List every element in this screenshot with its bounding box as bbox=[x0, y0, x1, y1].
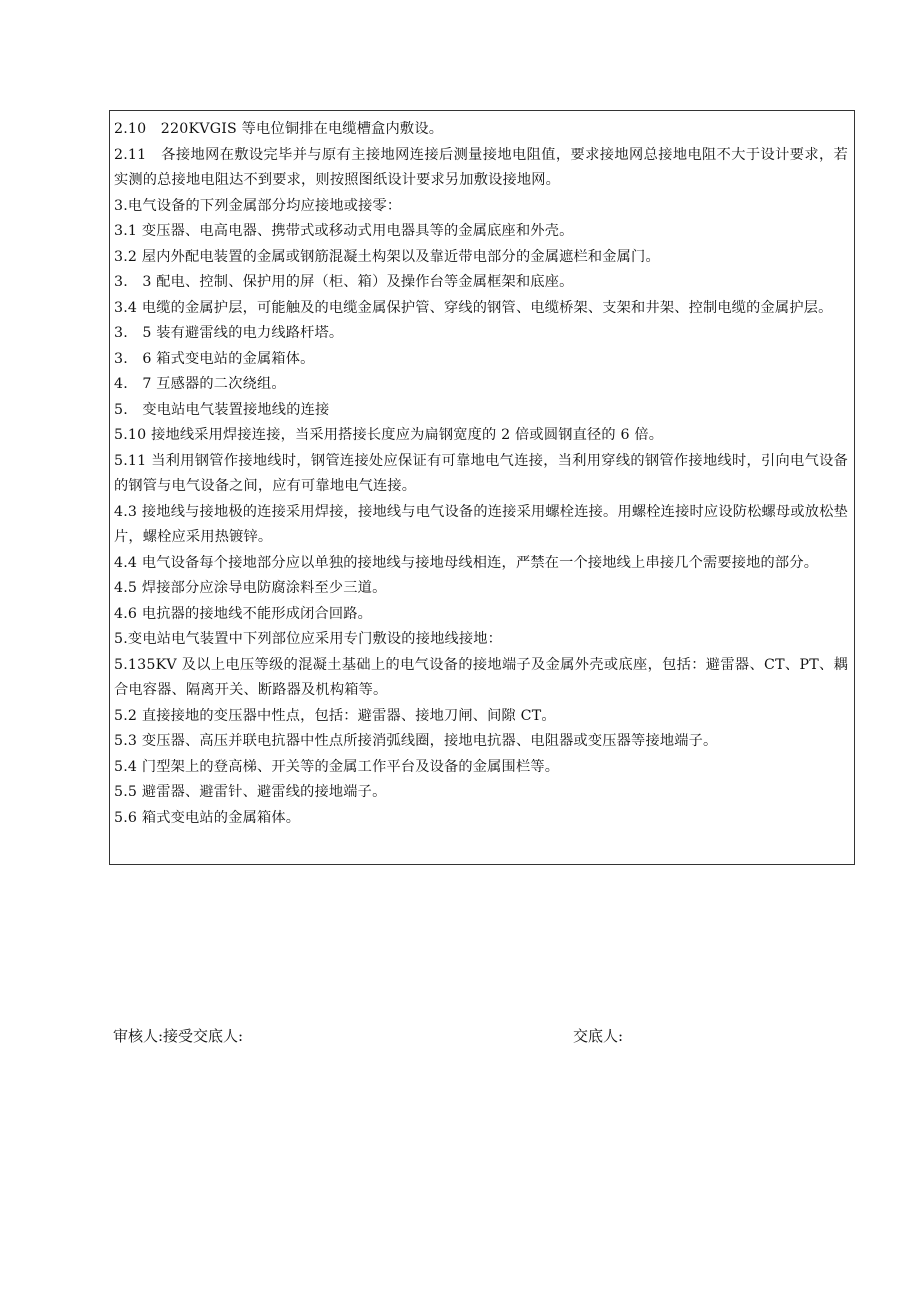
paragraph-5-2: 5.2 直接接地的变压器中性点，包括：避雷器、接地刀闸、间隙 CT。 bbox=[114, 707, 556, 724]
paragraph-5-6: 5.6 箱式变电站的金属箱体。 bbox=[114, 809, 301, 826]
paragraph-3-4: 3.4 电缆的金属护层，可能触及的电缆金属保护管、穿线的钢管、电缆桥架、支架和井架、控制电缆的金属护层。 bbox=[114, 299, 833, 316]
content-table-cell bbox=[109, 110, 855, 865]
paragraph-3-2: 3.2 屋内外配电装置的金属或钢筋混凝土构架以及靠近带电部分的金属遮栏和金属门。 bbox=[114, 248, 660, 265]
paragraph-5-4: 5.4 门型架上的登高梯、开关等的金属工作平台及设备的金属围栏等。 bbox=[114, 758, 560, 775]
paragraph-4-5: 4.5 焊接部分应涂导电防腐涂料至少三道。 bbox=[114, 580, 387, 596]
paragraph-2-10: 2.10 220KVGIS 等电位铜排在电缆槽盒内敷设。 bbox=[114, 121, 444, 137]
paragraph-5-11: 5.11 当利用钢管作接地线时，钢管连接处应保证有可靠地电气连接，当利用穿线的钢管作接地线时，引向电气设备的钢管与电气设备之间，应有可靠地电气连接。 bbox=[114, 452, 848, 494]
paragraph-3-6: 3. 6 箱式变电站的金属箱体。 bbox=[114, 350, 315, 367]
paragraph-5-10: 5.10 接地线采用焊接连接，当采用搭接长度应为扁钢宽度的 2 倍或圆钢直径的 6 倍。 bbox=[114, 427, 664, 443]
paragraph-3-1: 3.1 变压器、电高电器、携带式或移动式用电器具等的金属底座和外壳。 bbox=[114, 223, 574, 239]
paragraph-5-5: 5.5 避雷器、避雷针、避雷线的接地端子。 bbox=[114, 784, 387, 800]
paragraph-4-4: 4.4 电气设备每个接地部分应以单独的接地线与接地母线相连，严禁在一个接地线上串接几个需要接地的部分。 bbox=[114, 554, 819, 571]
paragraph-5: 5. 变电站电气装置接地线的连接 bbox=[114, 401, 330, 418]
paragraph-5-3: 5.3 变压器、高压并联电抗器中性点所接消弧线圈，接地电抗器、电阻器或变压器等接地端子。 bbox=[114, 733, 718, 749]
paragraph-4-7: 4. 7 互感器的二次绕组。 bbox=[114, 376, 286, 392]
paragraph-4-3: 4.3 接地线与接地极的连接采用焊接，接地线与电气设备的连接采用螺栓连接。用螺栓连接时应设防松螺母或放松垫片，螺栓应采用热镀锌。 bbox=[114, 503, 848, 545]
discloser-signature-label: 交底人: bbox=[573, 1027, 624, 1045]
paragraph-3: 3.电气设备的下列金属部分均应接地或接零： bbox=[114, 197, 402, 214]
paragraph-2-11: 2.11 各接地网在敷设完毕并与原有主接地网连接后测量接地电阻值，要求接地网总接地电阻不大于设计要求，若实测的总接地电阻达不到要求，则按照图纸设计要求另加敷设接地网。 bbox=[114, 146, 848, 188]
paragraph-5-header: 5.变电站电气装置中下列部位应采用专门敷设的接地线接地： bbox=[114, 631, 503, 647]
paragraph-5-1: 5.135KV 及以上电压等级的混凝土基础上的电气设备的接地端子及金属外壳或底座，包括：避雷器、CT、PT、耦合电容器、隔离开关、断路器及机构箱等。 bbox=[114, 656, 848, 698]
paragraph-4-6: 4.6 电抗器的接地线不能形成闭合回路。 bbox=[114, 605, 373, 622]
reviewer-receiver-signature-label: 审核人:接受交底人: bbox=[113, 1027, 244, 1045]
paragraph-3-3: 3. 3 配电、控制、保护用的屏（柜、箱）及操作台等金属框架和底座。 bbox=[114, 274, 574, 290]
paragraph-3-5: 3. 5 装有避雷线的电力线路杆塔。 bbox=[114, 325, 344, 341]
